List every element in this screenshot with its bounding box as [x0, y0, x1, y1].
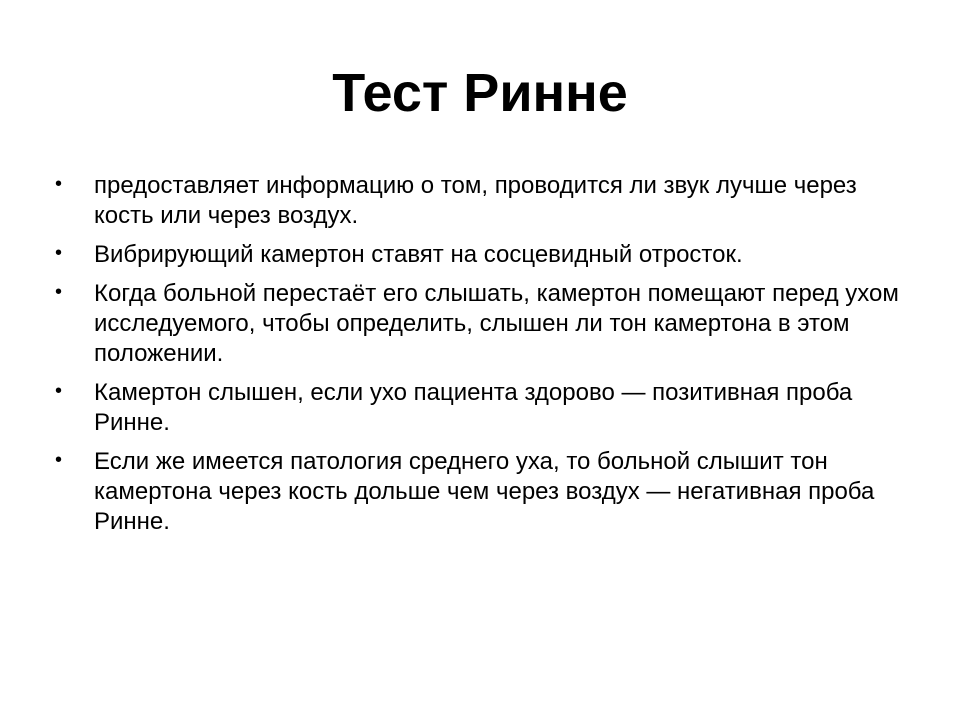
- bullet-text: Вибрирующий камертон ставят на сосцевидный отросток.: [94, 241, 743, 268]
- bullet-item: [54, 171, 916, 231]
- bullet-list: [54, 171, 916, 546]
- bullet-text: Камертон слышен, если ухо пациента здорово — позитивная проба Ринне.: [94, 379, 853, 436]
- bullet-dot-icon: •: [55, 380, 63, 402]
- bullet-item: [54, 378, 916, 438]
- bullet-text: Когда больной перестаёт его слышать, камертон помещают перед ухом исследуемого, чтобы определить, слышен ли тон камертона в этом положении.: [94, 280, 899, 367]
- bullet-item: [54, 447, 916, 537]
- bullet-dot-icon: •: [55, 449, 63, 471]
- bullet-dot-icon: •: [55, 242, 63, 264]
- bullet-dot-icon: •: [55, 173, 63, 195]
- bullet-text: предоставляет информацию о том, проводится ли звук лучше через кость или через воздух.: [94, 172, 857, 229]
- bullet-item: [54, 279, 916, 369]
- bullet-item: [54, 240, 916, 270]
- bullet-text: Если же имеется патология среднего уха, то больной слышит тон камертона через кость дольше чем через воздух — негативная проба Ринне.: [94, 448, 875, 535]
- slide-title: Тест Ринне: [332, 63, 628, 123]
- bullet-dot-icon: •: [55, 281, 63, 303]
